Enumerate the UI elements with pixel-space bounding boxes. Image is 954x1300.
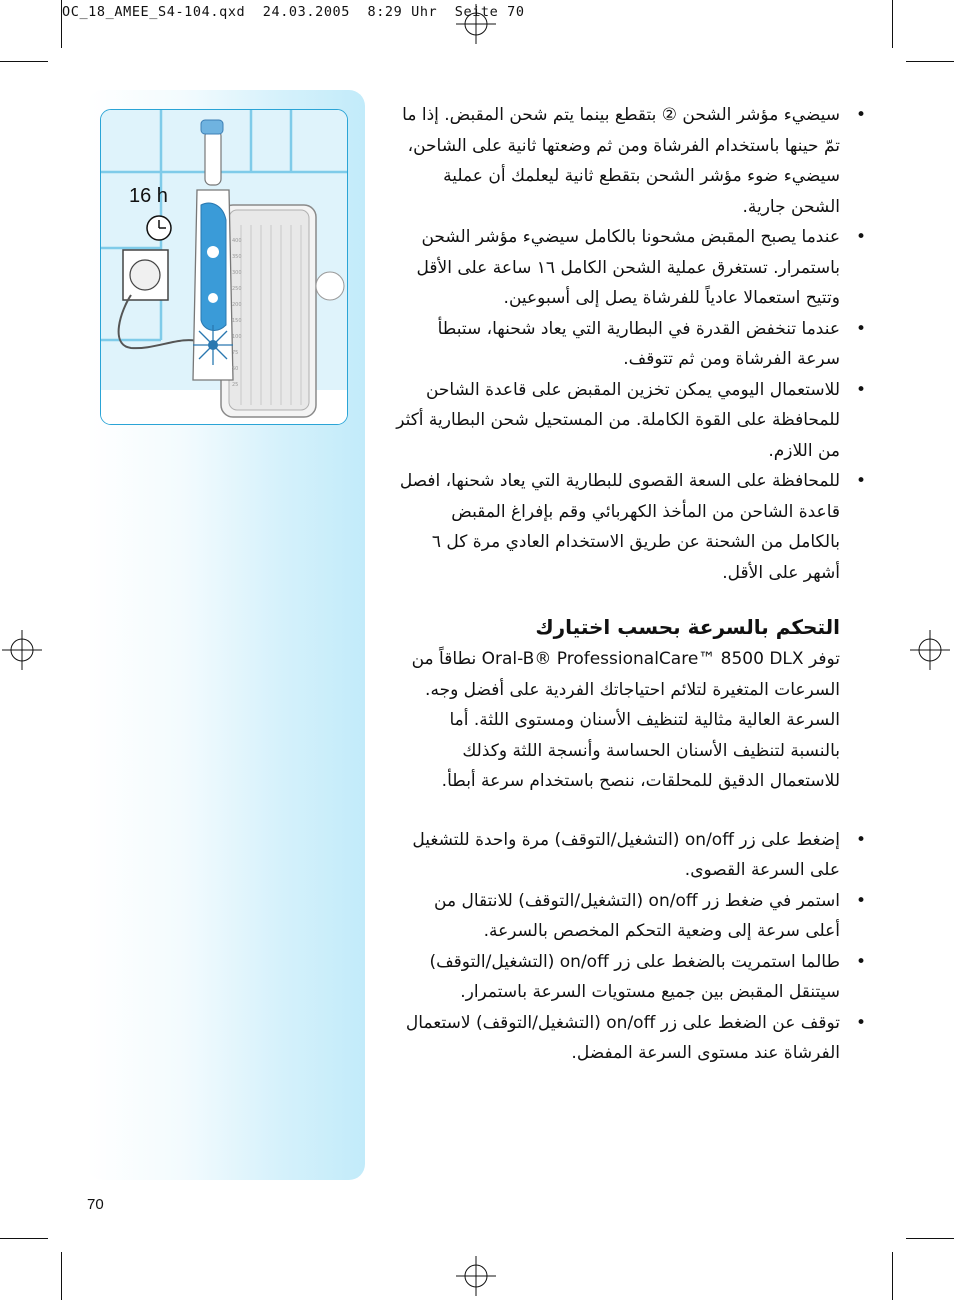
bullet-text: طالما استمريت بالضغط على زر on/off (التشغيل/التوقف) سيتنقل المقبض بين جميع مستويات السرعة باستمرار. bbox=[429, 951, 840, 1002]
stand-scale-label: 350 bbox=[232, 254, 242, 260]
list-item bbox=[395, 825, 870, 886]
stand-scale-label: 100 bbox=[232, 334, 242, 340]
page-number: 70 bbox=[87, 1196, 104, 1213]
list-item bbox=[395, 375, 870, 467]
registration-mark-top bbox=[456, 4, 496, 44]
instructions-content bbox=[395, 100, 870, 1069]
bullet-dot: • bbox=[855, 951, 866, 972]
stand-scale-label: 300 bbox=[232, 270, 242, 276]
list-item bbox=[395, 466, 870, 588]
bullet-dot: • bbox=[855, 318, 866, 339]
crop-mark bbox=[906, 61, 954, 62]
section-heading: التحكم بالسرعة بحسب اختيارك bbox=[535, 615, 840, 639]
bullet-dot: • bbox=[855, 471, 866, 491]
bullet-text: استمر في ضغط زر on/off (التشغيل/التوقف) للانتقال من أعلى سرعة إلى وضعية التحكم المخصص بالسرعة. bbox=[434, 890, 840, 941]
registration-mark-right bbox=[910, 630, 950, 670]
list-item bbox=[395, 947, 870, 1008]
list-item bbox=[395, 100, 870, 222]
bullet-dot: • bbox=[855, 890, 866, 911]
registration-mark-bottom bbox=[456, 1256, 496, 1296]
charging-bullets bbox=[395, 100, 870, 588]
stand-scale-label: 25 bbox=[232, 382, 239, 388]
stand-scale-label: 250 bbox=[232, 286, 242, 292]
stand-scale-label: 400 bbox=[232, 238, 242, 244]
list-item bbox=[395, 886, 870, 947]
bullet-text: توقف عن الضغط على زر on/off (التشغيل/التوقف) لاستعمال الفرشاة عند مستوى السرعة المفضل. bbox=[405, 1012, 840, 1063]
list-item bbox=[395, 222, 870, 314]
registration-mark-left bbox=[2, 630, 42, 670]
crop-mark bbox=[61, 0, 62, 48]
stand-scale-label: 75 bbox=[232, 350, 239, 356]
bullet-dot: • bbox=[855, 829, 866, 850]
stand-scale-label: 200 bbox=[232, 302, 242, 308]
bullet-text: سيضيء مؤشر الشحن ② بتقطع بينما يتم شحن المقبض. إذا ما تمّ حينها باستخدام الفرشاة ومن ثم وضعتها ثانية على الشاحن، سيضيء ضوء مؤشر الشحن بتقطع ثانية ليعلمك أن عملية الشحن جارية. bbox=[402, 105, 840, 217]
charging-illustration-art bbox=[101, 110, 347, 424]
bullet-text: إضغط على زر on/off (التشغيل/التوقف) مرة واحدة للتشغيل على السرعة القصوى. bbox=[412, 829, 840, 880]
bullet-dot: • bbox=[855, 227, 866, 247]
speed-bullets bbox=[395, 825, 870, 1069]
crop-mark bbox=[892, 1252, 893, 1300]
bullet-text: للاستعمال اليومي يمكن تخزين المقبض على قاعدة الشاحن للمحافظة على القوة الكاملة. من المستحيل شحن البطارية أكثر من اللازم. bbox=[396, 379, 840, 461]
bullet-text: عندما يصبح المقبض مشحونا بالكامل سيضيء مؤشر الشحن باستمرار. تستغرق عملية الشحن الكامل ١٦ ساعة على الأقل وتتيح استعمالا عادياً للفرشاة يصل إلى أسبوعين. bbox=[416, 227, 840, 308]
bullet-text: عندما تنخفض القدرة في البطارية التي يعاد شحنها، ستبطأ سرعة الفرشاة ومن ثم تتوقف. bbox=[437, 318, 840, 369]
file-slug: OC_18_AMEE_S4-104.qxd 24.03.2005 8:29 Uhr Seite 70 bbox=[62, 4, 525, 20]
charge-duration-label: 16 h bbox=[129, 185, 168, 207]
crop-mark bbox=[61, 1252, 62, 1300]
bullet-text: للمحافظة على السعة القصوى للبطارية التي يعاد شحنها، افصل قاعدة الشاحن من المأخذ الكهربائي وقم بإفراغ المقبض بالكامل من الشحنة عن طريق الاستخدام العادي مرة كل ٦ أشهر على الأقل. bbox=[399, 471, 840, 583]
intro-paragraph: توفر Oral-B® ProfessionalCare™ 8500 DLX نطاقاً من السرعات المتغيرة لتلائم احتياجاتك الفردية على أفضل وجه. السرعة العالية مثالية لتنظيف الأسنان ومستوى اللثة. أما بالنسبة لتنظيف الأسنان الحساسة وأنسجة اللثة وكذلك للاستعمال الدقيق للمحلقات، ننصح باستخدام سرعة أبطأ. bbox=[411, 649, 840, 791]
crop-mark bbox=[892, 0, 893, 48]
crop-mark bbox=[906, 1238, 954, 1239]
crop-mark bbox=[0, 61, 48, 62]
stand-scale-label: 150 bbox=[232, 318, 242, 324]
spacer bbox=[395, 797, 870, 825]
charging-illustration bbox=[100, 109, 348, 425]
list-item bbox=[395, 1008, 870, 1069]
bullet-dot: • bbox=[855, 1012, 866, 1033]
bullet-dot: • bbox=[855, 379, 866, 400]
stand-scale-label: 50 bbox=[232, 366, 239, 372]
crop-mark bbox=[0, 1238, 48, 1239]
list-item bbox=[395, 314, 870, 375]
bullet-dot: • bbox=[855, 105, 866, 125]
